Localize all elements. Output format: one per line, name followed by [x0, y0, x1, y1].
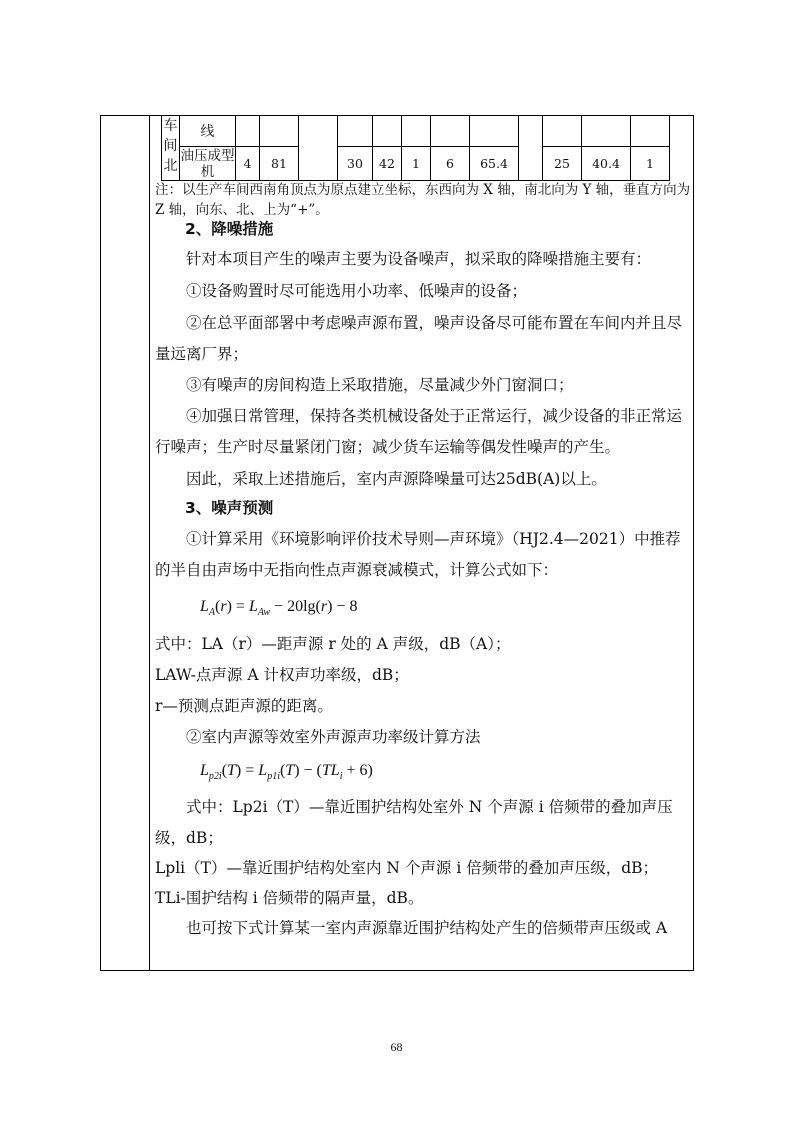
noise-source-table: [161, 115, 670, 181]
formula-2: $L_{p2i}(T) = L_{p1i}(T) - (TL_i + 6)$: [200, 762, 373, 783]
section-title: 3、噪声预测: [185, 499, 274, 517]
table-cell: [519, 116, 543, 147]
paragraph: 因此，采取上述措施后，室内声源降噪量可达25dB(A)以上。: [186, 470, 607, 488]
table-cell: [299, 147, 338, 181]
table-cell: 25: [543, 147, 582, 181]
table-row: [162, 147, 670, 181]
workshop-char: 间: [163, 138, 178, 154]
workshop-cell: [162, 116, 180, 181]
table-cell: [631, 116, 670, 147]
paragraph: ③有噪声的房间构造上采取措施，尽量减少外门窗洞口；: [186, 376, 574, 394]
table-cell: 1: [402, 147, 431, 181]
paragraph: 式中：Lp2i（T）—靠近围护结构处室外 N 个声源 i 倍频带的叠加声压级，dB；: [155, 798, 673, 847]
table-cell: [373, 116, 402, 147]
table-row: [162, 116, 670, 147]
paragraph: ②室内声源等效室外声源声功率级计算方法: [186, 728, 481, 746]
table-cell: [338, 116, 373, 147]
table-cell: [582, 116, 631, 147]
paragraph: ①设备购置时尽可能选用小功率、低噪声的设备；: [186, 282, 528, 300]
table-cell: 81: [260, 147, 299, 181]
table-note: 注：以生产车间西南角顶点为原点建立坐标，东西向为 X 轴，南北向为 Y 轴，垂直方向为 Z 轴，向东、北、上为“+”。: [155, 182, 691, 218]
paragraph: TLi-围护结构 i 倍频带的隔声量，dB。: [155, 889, 424, 907]
table-cell: 4: [236, 147, 260, 181]
table-cell: [402, 116, 431, 147]
equipment-name: 油压成型机: [180, 147, 235, 180]
table-cell: 42: [373, 147, 402, 181]
paragraph: 也可按下式计算某一室内声源靠近围护结构处产生的倍频带声压级或 A: [186, 919, 668, 937]
table-cell: [543, 116, 582, 147]
equipment-name: 线: [180, 116, 236, 147]
formula-1: $L_A(r) = L_{Aw} - 20\lg(r) - 8$: [200, 598, 358, 619]
paragraph: ①计算采用《环境影响评价技术导则—声环境》（HJ2.4—2021）中推荐的半自由声场中无指向性点声源衰减模式，计算公式如下：: [155, 530, 681, 579]
paragraph: ②在总平面部署中考虑噪声源布置，噪声设备尽可能布置在车间内并且尽量远离厂界；: [155, 314, 683, 363]
table-cell: [299, 116, 338, 147]
table-cell: [260, 116, 299, 147]
paragraph: 针对本项目产生的噪声主要为设备噪声，拟采取的降噪措施主要有：: [186, 250, 652, 268]
paragraph: Lpli（T）—靠近围护结构处室内 N 个声源 i 倍频带的叠加声压级，dB；: [155, 859, 659, 877]
table-cell: 1: [631, 147, 670, 181]
table-cell: 6: [431, 147, 470, 181]
workshop-char: 北: [163, 158, 178, 174]
table-cell: 40.4: [582, 147, 631, 181]
table-cell: [431, 116, 470, 147]
paragraph: r—预测点距声源的距离。: [155, 697, 333, 715]
table-cell: [470, 116, 519, 147]
section-title: 2、降噪措施: [185, 220, 274, 238]
page-number: 68: [390, 1040, 403, 1054]
table-cell: 30: [338, 147, 373, 181]
paragraph: 式中：LA（r）—距声源 r 处的 A 声级，dB（A）；: [155, 635, 511, 653]
table-cell: 65.4: [470, 147, 519, 181]
workshop-char: 车: [163, 118, 178, 134]
table-cell: [236, 116, 260, 147]
paragraph: ④加强日常管理，保持各类机械设备处于正常运行，减少设备的非正常运行噪声；生产时尽量紧闭门窗；减少货车运输等偶发性噪声的产生。: [155, 407, 683, 456]
table-cell: [519, 147, 543, 181]
frame-divider: [149, 116, 150, 970]
paragraph: LAW-点声源 A 计权声功率级，dB；: [155, 666, 409, 684]
